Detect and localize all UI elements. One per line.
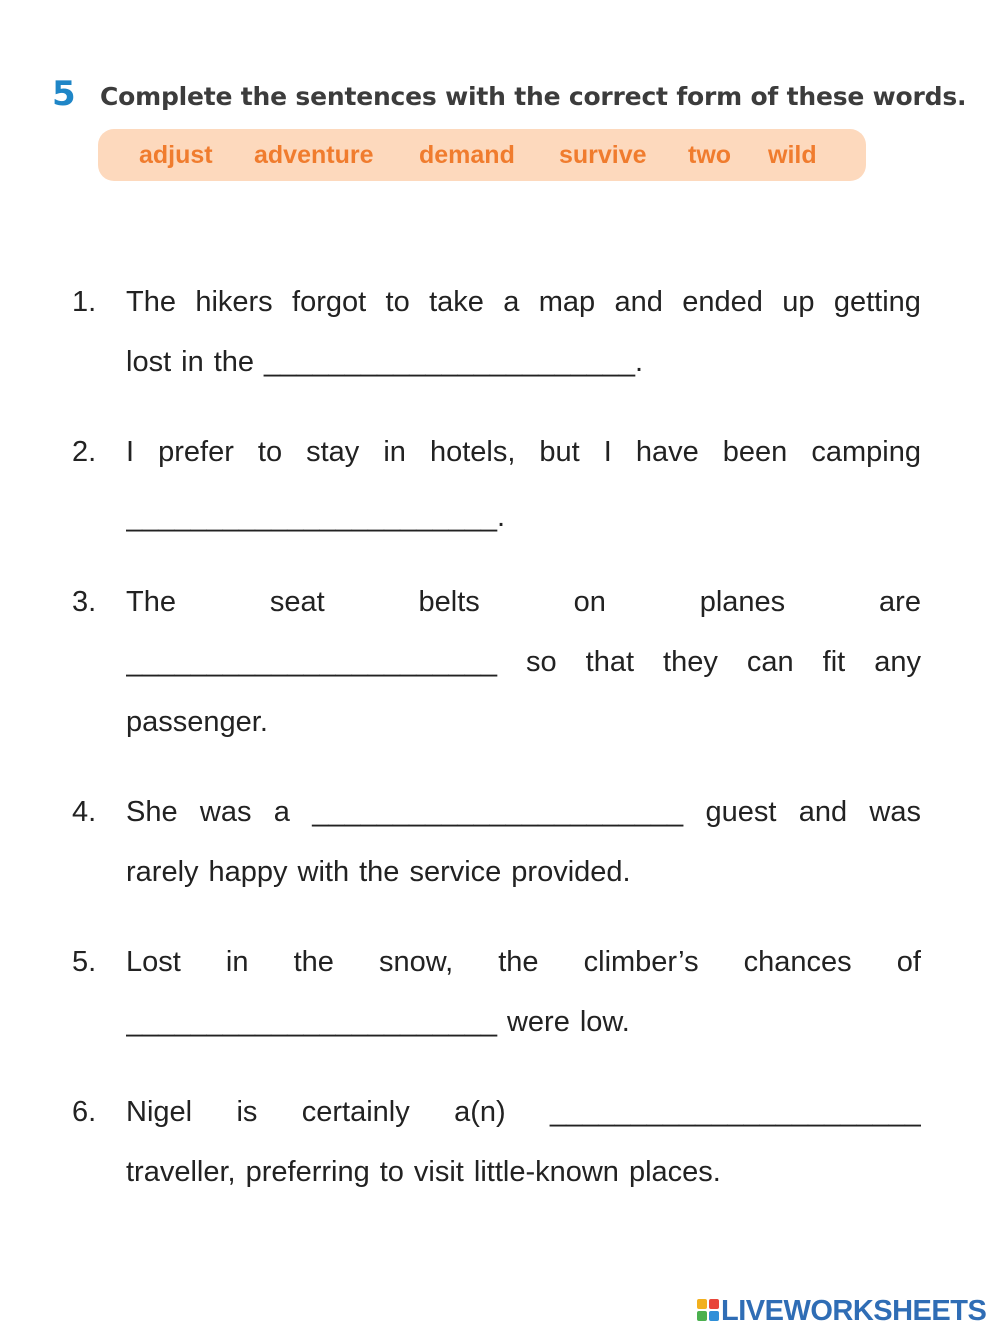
- sentence-word: the: [213, 346, 255, 378]
- question-line: [126, 702, 921, 742]
- word-bank-item: adventure: [254, 141, 374, 169]
- answer-blank[interactable]: _______________________: [126, 1006, 497, 1038]
- question-line: [126, 1002, 921, 1042]
- question-line: [126, 1092, 921, 1132]
- question-line: [126, 1152, 921, 1192]
- answer-blank[interactable]: _______________________: [312, 796, 684, 828]
- sentence-word: traveller,: [126, 1156, 236, 1188]
- sentence-word: service: [409, 856, 502, 888]
- sentence-word: forgot: [292, 286, 367, 318]
- sentence-word: hikers: [195, 286, 273, 318]
- sentence-word: seat: [269, 586, 325, 618]
- sentence-word: a: [503, 286, 520, 318]
- word-bank-item: survive: [559, 141, 647, 169]
- question-line: [126, 642, 921, 682]
- exercise-number: 5: [52, 74, 76, 114]
- word-bank-item: adjust: [139, 141, 213, 169]
- sentence-word: the: [293, 946, 334, 978]
- sentence-word: planes: [699, 586, 786, 618]
- exercise-instruction: Complete the sentences with the correct form of these words.: [100, 82, 967, 111]
- sentence-word: low.: [579, 1006, 630, 1038]
- sentence-word: places.: [628, 1156, 721, 1188]
- sentence-word: have: [635, 436, 699, 468]
- sentence-word: any: [874, 646, 921, 678]
- liveworksheets-logo-icon: [697, 1299, 719, 1321]
- sentence-word: little-known: [473, 1156, 619, 1188]
- sentence-word: to: [257, 436, 283, 468]
- sentence-word: visit: [413, 1156, 464, 1188]
- sentence-word: a: [273, 796, 290, 828]
- sentence-word: Nigel: [126, 1096, 193, 1128]
- sentence-word: and: [614, 286, 663, 318]
- sentence-word: I: [603, 436, 612, 468]
- sentence-word: and: [798, 796, 848, 828]
- question-number: 3.: [72, 586, 97, 618]
- question-line: [126, 432, 921, 472]
- sentence-word: was: [199, 796, 252, 828]
- sentence-word: but: [539, 436, 580, 468]
- sentence-word: ended: [682, 286, 763, 318]
- sentence-word: to: [379, 1156, 404, 1188]
- word-bank-item: wild: [768, 141, 817, 169]
- sentence-word: Lost: [126, 946, 181, 978]
- word-bank-item: demand: [419, 141, 515, 169]
- sentence-word: provided.: [511, 856, 631, 888]
- sentence-word: a(n): [454, 1096, 506, 1128]
- word-bank: [98, 129, 866, 181]
- question-line: [126, 497, 921, 537]
- sentence-word: with: [297, 856, 350, 888]
- question-line: [126, 342, 921, 382]
- sentence-word: chances: [743, 946, 852, 978]
- sentence-word: camping: [811, 436, 921, 468]
- sentence-word: was: [869, 796, 921, 828]
- answer-blank[interactable]: _______________________.: [126, 501, 506, 533]
- sentence-word: climber’s: [583, 946, 699, 978]
- sentence-word: certainly: [301, 1096, 410, 1128]
- question-number: 4.: [72, 796, 97, 828]
- sentence-word: I: [126, 436, 135, 468]
- question-number: 5.: [72, 946, 97, 978]
- sentence-word: they: [663, 646, 718, 678]
- brand-name: LIVEWORKSHEETS: [721, 1295, 987, 1327]
- sentence-word: in: [225, 946, 249, 978]
- sentence-word: lost: [126, 346, 172, 378]
- sentence-word: take: [429, 286, 484, 318]
- answer-blank[interactable]: _______________________: [550, 1096, 921, 1128]
- sentence-word: were: [506, 1006, 570, 1038]
- question-line: [126, 282, 921, 322]
- question-number: 6.: [72, 1096, 97, 1128]
- sentence-word: been: [722, 436, 788, 468]
- sentence-word: The: [126, 286, 176, 318]
- sentence-word: the: [498, 946, 539, 978]
- sentence-word: happy: [208, 856, 288, 888]
- sentence-word: of: [896, 946, 921, 978]
- sentence-word: guest: [705, 796, 777, 828]
- sentence-word: up: [782, 286, 815, 318]
- sentence-word: rarely: [126, 856, 199, 888]
- sentence-word: prefer: [158, 436, 234, 468]
- sentence-word: can: [746, 646, 794, 678]
- sentence-word: belts: [418, 586, 480, 618]
- sentence-word: snow,: [378, 946, 454, 978]
- sentence-word: She: [126, 796, 178, 828]
- sentence-word: preferring: [245, 1156, 370, 1188]
- answer-blank[interactable]: _______________________: [126, 646, 497, 678]
- sentence-word: stay: [306, 436, 360, 468]
- sentence-word: map: [538, 286, 596, 318]
- question-line: [126, 582, 921, 622]
- sentence-word: getting: [833, 286, 921, 318]
- word-bank-item: two: [688, 141, 732, 169]
- sentence-word: to: [385, 286, 410, 318]
- sentence-word: in: [181, 346, 204, 378]
- question-line: [126, 792, 921, 832]
- question-line: [126, 852, 921, 892]
- question-line: [126, 942, 921, 982]
- sentence-word: is: [236, 1096, 258, 1128]
- sentence-word: the: [359, 856, 400, 888]
- sentence-word: on: [573, 586, 606, 618]
- sentence-word: passenger.: [126, 706, 268, 738]
- sentence-word: that: [585, 646, 635, 678]
- question-number: 1.: [72, 286, 97, 318]
- sentence-word: are: [879, 586, 921, 618]
- sentence-word: so: [525, 646, 557, 678]
- sentence-word: hotels,: [429, 436, 516, 468]
- sentence-word: fit: [822, 646, 846, 678]
- sentence-word: The: [126, 586, 176, 618]
- question-number: 2.: [72, 436, 97, 468]
- sentence-word: in: [383, 436, 406, 468]
- answer-blank[interactable]: _______________________.: [264, 346, 644, 378]
